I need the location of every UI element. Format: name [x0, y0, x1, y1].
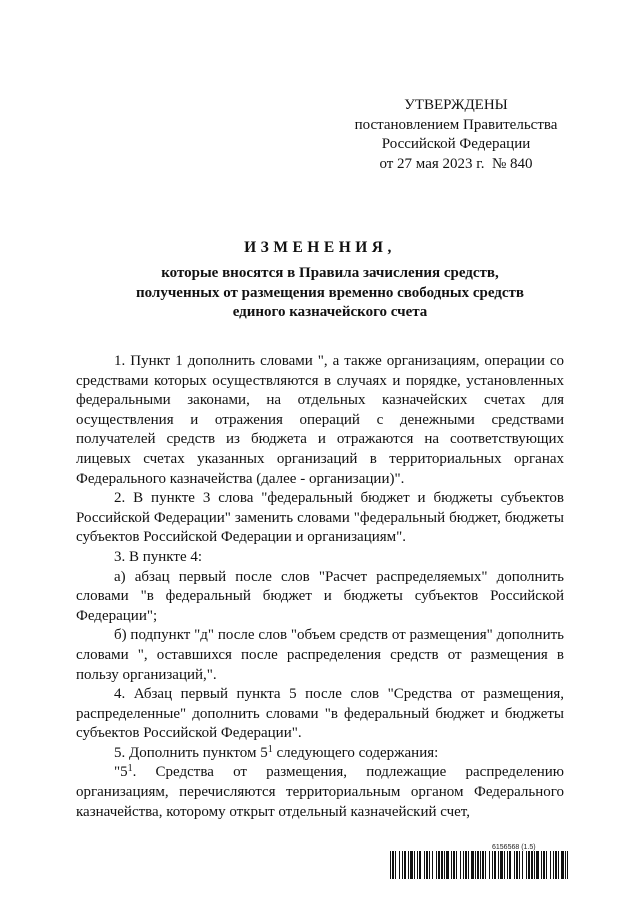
approval-line: Российской Федерации: [381, 136, 531, 152]
approval-block: [340, 96, 572, 174]
paragraph-text: следующего содержания:: [272, 744, 439, 761]
document-subtitle: [90, 264, 570, 323]
paragraph-text: 5. Дополнить пунктом 5: [114, 744, 268, 761]
subtitle-line: полученных от размещения временно свободных средств: [135, 284, 525, 301]
paragraph: [76, 763, 564, 822]
paragraph-text: "5: [114, 764, 128, 781]
paragraph: а) абзац первый после слов "Расчет распределяемых" дополнить словами "в федеральный бюджет и бюджеты субъектов Российской Федерации";: [76, 568, 564, 624]
paragraph: 2. В пункте 3 слова "федеральный бюджет и бюджеты субъектов Российской Федерации" заменить словами "федеральный бюджет, бюджеты субъектов Российской Федерации и организациям".: [76, 490, 564, 546]
paragraph: 1. Пункт 1 дополнить словами ", а также организациям, операции со средствами которых осуществляются в случаях и порядке, установленных федеральными законами, на отдельных казначейских счетах для осуществления и отражения операций с денежными средствами получателей средств из бюджета и отражаются на соответствующих лицевых счетах указанных организаций в территориальных органах Федерального казначейства (далее - организации)".: [76, 353, 564, 487]
paragraph: [76, 744, 564, 764]
paragraph: 4. Абзац первый пункта 5 после слов "Средства от размещения, распределенные" дополнить словами "в федеральный бюджет и бюджеты субъектов Российской Федерации".: [76, 686, 564, 742]
barcode-number: 6156568 (1.5): [492, 844, 536, 851]
superscript: 1: [267, 743, 273, 755]
superscript: 1: [127, 763, 133, 775]
document-title: ИЗМЕНЕНИЯ,: [244, 239, 396, 256]
paragraph-text: . Средства от размещения, подлежащие распределению организациям, перечисляются территориальным органом Федерального казначейства, которому открыт отдельный казначейский счет,: [76, 764, 564, 820]
barcode-icon: [390, 851, 568, 879]
paragraph: 3. В пункте 4:: [114, 548, 203, 565]
paragraph: б) подпункт "д" после слов "объем средств от размещения" дополнить словами ", оставшихся после распределения средств от размещения в пользу организаций,".: [76, 627, 564, 683]
approval-heading: УТВЕРЖДЕНЫ: [404, 97, 508, 113]
subtitle-line: которые вносятся в Правила зачисления средств,: [161, 265, 499, 281]
approval-line: постановлением Правительства: [354, 116, 558, 133]
document-body: [76, 352, 564, 822]
approval-date: от 27 мая 2023 г. № 840: [379, 155, 533, 172]
subtitle-line: единого казначейского счета: [232, 304, 428, 320]
